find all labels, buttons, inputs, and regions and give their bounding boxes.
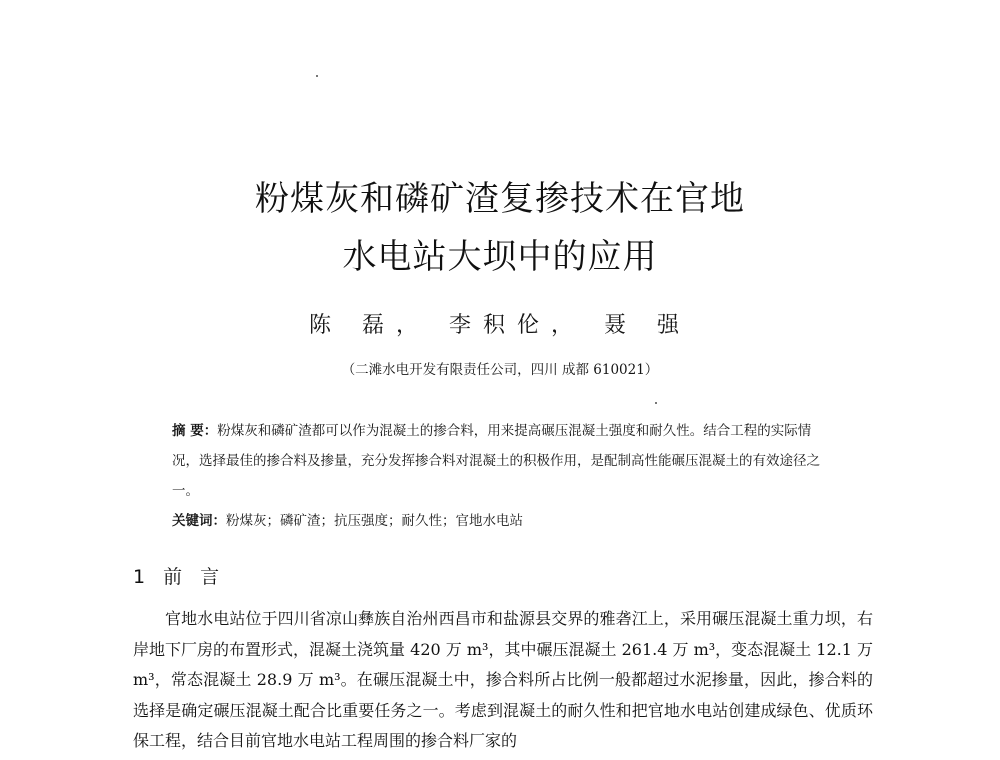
keywords	[172, 506, 834, 536]
title-line-1: 粉煤灰和磷矿渣复掺技术在官地	[255, 179, 745, 219]
title-line-2: 水电站大坝中的应用	[342, 237, 658, 277]
paper-title	[0, 170, 1000, 286]
body-paragraph: 官地水电站位于四川省凉山彝族自治州西昌市和盐源县交界的雅砻江上，采用碾压混凝土重力坝，右岸地下厂房的布置形式，混凝土浇筑量 420 万 m³，其中碾压混凝土 261.4 万 m³，变态混凝土 12.1 万 m³，常态混凝土 28.9 万 m³。在碾压混凝土中，掺合料所占比例一般都超过水泥掺量，因此，掺合料的选择是确定碾压混凝土配合比重要任务之一。考虑到混凝土的耐久性和把官地水电站创建成绿色、优质环保工程，结合目前官地水电站工程周围的掺合料厂家的	[133, 609, 873, 750]
scan-speck	[316, 75, 318, 77]
section-heading: 1 前 言	[133, 566, 226, 588]
abstract-label: 摘 要：	[172, 423, 218, 439]
scan-speck	[655, 402, 657, 404]
author-list: 陈 磊， 李积伦， 聂 强	[309, 313, 691, 338]
abstract-text: 粉煤灰和磷矿渣都可以作为混凝土的掺合料，用来提高碾压混凝土强度和耐久性。结合工程的实际情况，选择最佳的掺合料及掺量，充分发挥掺合料对混凝土的积极作用，是配制高性能碾压混凝土的有效途径之一。	[172, 423, 820, 499]
affiliation: （二滩水电开发有限责任公司，四川 成都 610021）	[341, 362, 659, 378]
keywords-text: 粉煤灰；磷矿渣；抗压强度；耐久性；官地水电站	[226, 513, 523, 529]
abstract-block	[172, 416, 834, 536]
abstract	[172, 416, 834, 506]
keywords-label: 关键词：	[172, 513, 226, 529]
